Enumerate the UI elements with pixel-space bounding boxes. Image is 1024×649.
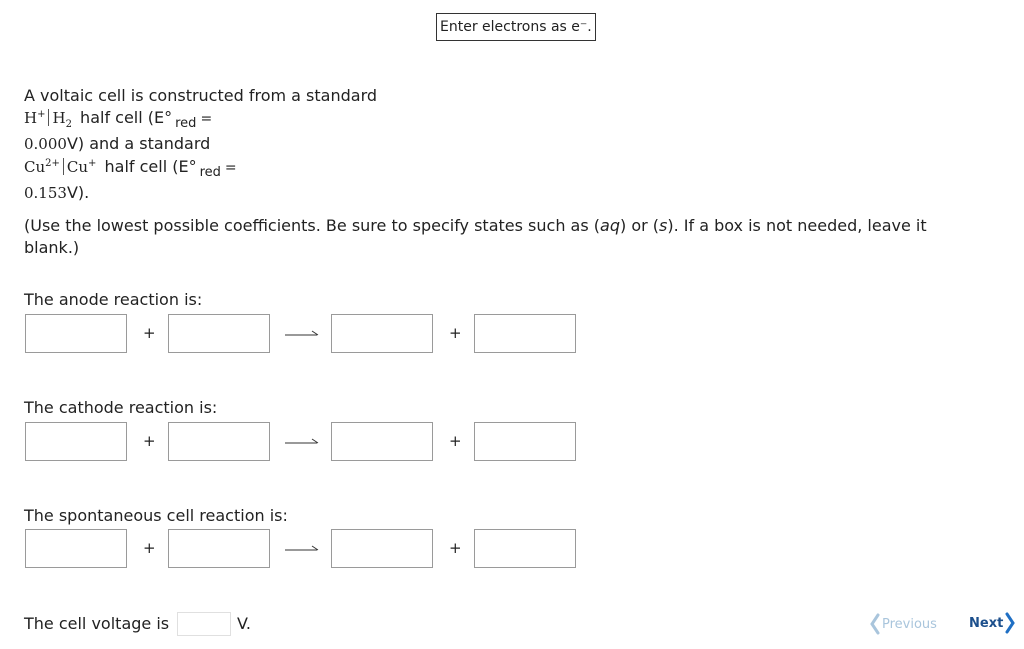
cell-product-2-input[interactable]: [474, 529, 576, 568]
cell-voltage-input[interactable]: [177, 612, 231, 636]
e1-suffix: V) and a standard: [66, 134, 211, 153]
instructions: [24, 215, 984, 259]
instructions-mid: ) or (: [619, 216, 660, 235]
cathode-reactant-1-input[interactable]: [25, 422, 127, 461]
phase-boundary: [48, 109, 49, 126]
anode-product-2-input[interactable]: [474, 314, 576, 353]
cu-plus-charge: +: [88, 158, 97, 169]
previous-button[interactable]: [870, 613, 937, 635]
next-label: Next: [969, 615, 1004, 631]
anode-reactant-1-input[interactable]: [25, 314, 127, 353]
cu-ion-charge: 2+: [45, 158, 60, 169]
cathode-product-2-input[interactable]: [474, 422, 576, 461]
red-subscript-2: red: [199, 165, 221, 180]
instructions-open: (Use the lowest possible coefficients. Be sure to specify states such as (: [24, 216, 601, 235]
cu-ion: [24, 158, 60, 176]
cell-voltage-label: The cell voltage is: [24, 614, 170, 633]
cathode-product-1-input[interactable]: [331, 422, 433, 461]
intro-line-5: [24, 183, 89, 202]
e2-suffix: V).: [66, 183, 90, 202]
cell-reactant-1-input[interactable]: [25, 529, 127, 568]
cell-plus-1: +: [143, 539, 156, 557]
h-ion-symbol: H: [24, 109, 38, 127]
half-cell-label-1: half cell (E°: [80, 108, 173, 127]
cathode-plus-2: +: [449, 432, 462, 450]
h-ion-charge: +: [37, 109, 46, 120]
reaction-arrow-icon: [285, 544, 319, 554]
cell-reaction-label: The spontaneous cell reaction is:: [24, 506, 288, 525]
red-subscript-1: red: [175, 116, 197, 131]
half-cell-label-2: half cell (E°: [104, 157, 197, 176]
intro-line-2: [24, 108, 212, 130]
anode-plus-2: +: [449, 324, 462, 342]
cell-product-1-input[interactable]: [331, 529, 433, 568]
intro-line-3: [24, 134, 210, 153]
instructions-aq: aq: [600, 216, 620, 235]
cell-reactant-2-input[interactable]: [168, 529, 270, 568]
anode-plus-1: +: [143, 324, 156, 342]
anode-label: The anode reaction is:: [24, 290, 203, 309]
cu-ion-symbol: Cu: [24, 158, 46, 176]
cell-plus-2: +: [449, 539, 462, 557]
phase-boundary: [63, 158, 64, 175]
equals-1: =: [200, 111, 213, 127]
cathode-reactant-2-input[interactable]: [168, 422, 270, 461]
h2-symbol: H: [52, 109, 66, 127]
cu-plus-symbol: Cu: [66, 158, 89, 176]
instructions-s: s: [659, 216, 668, 235]
e2-value: 0.153: [24, 184, 67, 202]
chevron-right-icon: [1005, 612, 1015, 634]
h2-subscript: 2: [65, 119, 72, 130]
cell-voltage-unit: V.: [237, 614, 251, 633]
cu-plus-ion: [67, 158, 97, 176]
electron-hint-text: Enter electrons as e⁻.: [440, 19, 592, 35]
h2-molecule: [52, 109, 72, 130]
e1-value: 0.000: [24, 135, 67, 153]
anode-reactant-2-input[interactable]: [168, 314, 270, 353]
previous-label: Previous: [882, 616, 937, 632]
anode-product-1-input[interactable]: [331, 314, 433, 353]
reaction-arrow-icon: [285, 437, 319, 447]
cathode-label: The cathode reaction is:: [24, 398, 218, 417]
h-ion: [24, 109, 45, 127]
chevron-left-icon: [870, 613, 880, 635]
reaction-arrow-icon: [285, 329, 319, 339]
intro-line-1: [24, 86, 377, 105]
instructions-close: ). If a box is not needed, leave it blank.): [24, 216, 927, 257]
intro-text: A voltaic cell is constructed from a standard: [24, 86, 378, 105]
electron-hint: [436, 13, 596, 41]
next-button[interactable]: [969, 612, 1015, 634]
intro-line-4: [24, 157, 237, 180]
equals-2: =: [224, 160, 237, 176]
cathode-plus-1: +: [143, 432, 156, 450]
